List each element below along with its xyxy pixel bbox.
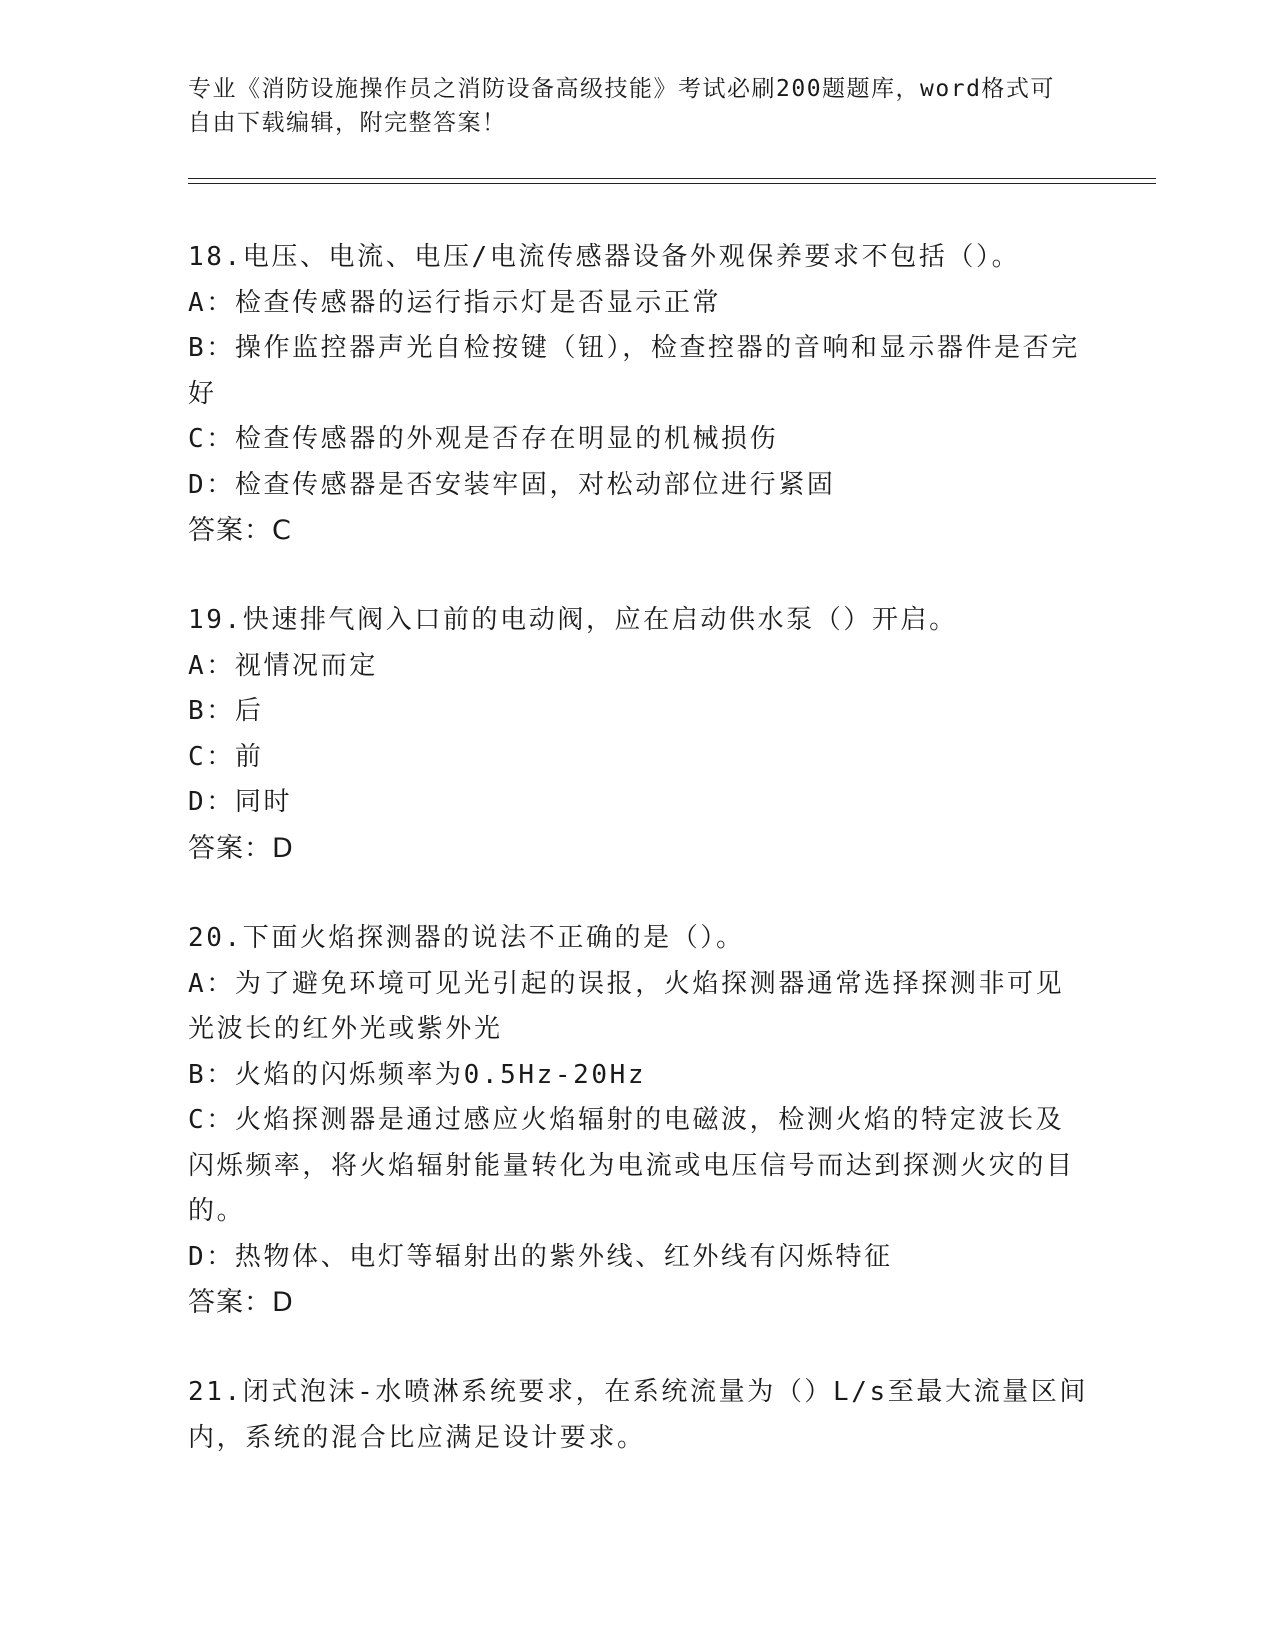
option-a: A：为了避免环境可见光引起的误报，火焰探测器通常选择探测非可见光波长的红外光或紫外光: [188, 968, 1065, 1044]
answer-text: 答案：D: [188, 832, 294, 864]
option-b: B：操作监控器声光自检按键（钮），检查控器的音响和显示器件是否完好: [188, 333, 1080, 409]
answer-text: 答案：C: [188, 515, 292, 546]
option-b: B：火焰的闪烁频率为0.5Hz-20Hz: [188, 1059, 647, 1090]
option-d: D：同时: [188, 787, 293, 817]
header-title-line1: 专业《消防设施操作员之消防设备高级技能》考试必刷200题题库，word格式可: [188, 76, 1055, 102]
header-divider-bottom: [188, 183, 1156, 184]
option-a: A：视情况而定: [188, 650, 378, 681]
document-header: [188, 72, 1088, 140]
question-stem: 19.快速排气阀入口前的电动阀，应在启动供水泵（）开启。: [188, 605, 958, 635]
question-21: [188, 1370, 1088, 1461]
option-c: C：火焰探测器是通过感应火焰辐射的电磁波，检测火焰的特定波长及闪烁频率，将火焰辐射能量转化为电流或电压信号而达到探测火灾的目的。: [188, 1105, 1075, 1226]
option-c: C：检查传感器的外观是否存在明显的机械损伤: [188, 424, 779, 454]
question-19: [188, 598, 1088, 871]
option-b: B：后: [188, 696, 264, 726]
question-stem: 21.闭式泡沫-水喷淋系统要求，在系统流量为（）L/s至最大流量区间内，系统的混合比应满足设计要求。: [188, 1377, 1088, 1453]
option-d: D：热物体、电灯等辐射出的紫外线、红外线有闪烁特征: [188, 1241, 893, 1272]
header-divider-top: [188, 178, 1156, 179]
question-stem: 18.电压、电流、电压/电流传感器设备外观保养要求不包括（）。: [188, 242, 1021, 272]
question-stem: 20.下面火焰探测器的说法不正确的是（）。: [188, 923, 745, 953]
option-c: C：前: [188, 741, 264, 772]
question-20: [188, 916, 1088, 1326]
header-title-line2: 自由下载编辑，附完整答案！: [188, 110, 507, 136]
answer-text: 答案：D: [188, 1287, 294, 1318]
question-18: [188, 235, 1088, 554]
option-d: D：检查传感器是否安装牢固，对松动部位进行紧固: [188, 469, 836, 500]
option-a: A：检查传感器的运行指示灯是否显示正常: [188, 287, 722, 318]
